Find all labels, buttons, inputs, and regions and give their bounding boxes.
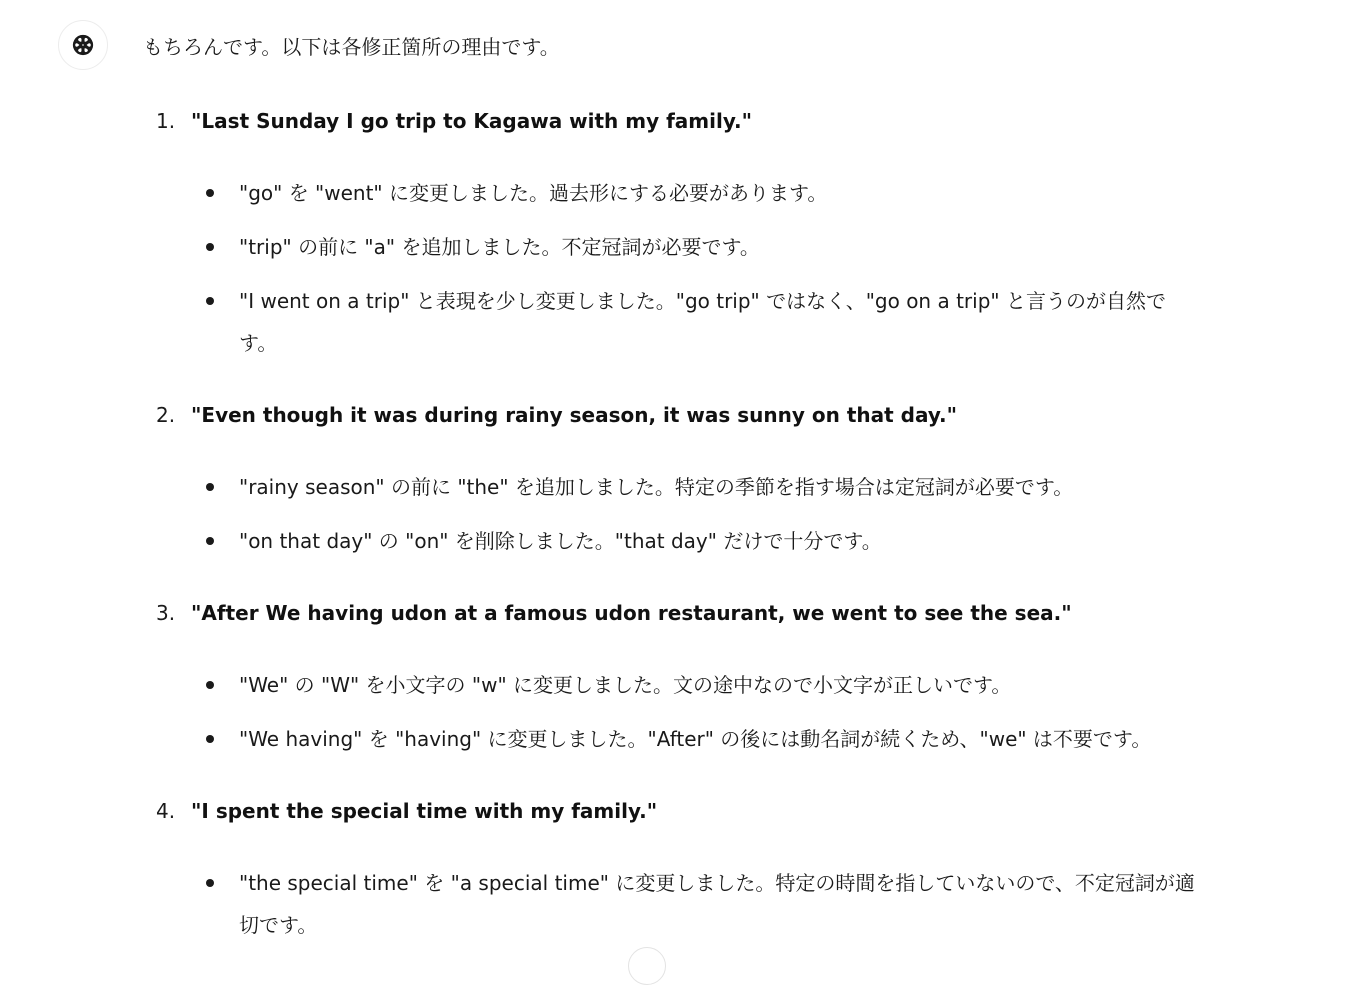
original-sentence: "Last Sunday I go trip to Kagawa with my family."	[191, 109, 753, 133]
bullet-dot	[206, 879, 214, 887]
numbered-sentence-3	[156, 597, 1072, 629]
numbered-sentence-4	[156, 795, 657, 827]
bullet-dot	[206, 189, 214, 197]
openai-logo-icon	[68, 30, 98, 60]
list-item	[239, 172, 1199, 214]
correction-note: "on that day" の "on" を削除しました。"that day" だけで十分です。	[239, 529, 882, 553]
list-item	[239, 226, 1199, 268]
list-number: 4.	[156, 799, 176, 823]
original-sentence: "After We having udon at a famous udon restaurant, we went to see the sea."	[191, 601, 1072, 625]
bullet-dot	[206, 243, 214, 251]
correction-note: "We having" を "having" に変更しました。"After" の後には動名詞が続くため、"we" は不要です。	[239, 727, 1152, 751]
list-item	[239, 862, 1199, 946]
bullet-dot	[206, 483, 214, 491]
list-item	[239, 520, 1199, 562]
bullet-dot	[206, 735, 214, 743]
numbered-sentence-2	[156, 399, 957, 431]
list-number: 2.	[156, 403, 176, 427]
numbered-sentence-1	[156, 105, 752, 137]
correction-note: "trip" の前に "a" を追加しました。不定冠詞が必要です。	[239, 235, 760, 259]
bullet-dot	[206, 681, 214, 689]
correction-note: "go" を "went" に変更しました。過去形にする必要があります。	[239, 181, 828, 205]
scroll-down-button[interactable]	[628, 947, 666, 985]
original-sentence: "Even though it was during rainy season, it was sunny on that day."	[191, 403, 958, 427]
list-number: 1.	[156, 109, 176, 133]
list-item	[239, 280, 1199, 364]
correction-note: "I went on a trip" と表現を少し変更しました。"go trip" ではなく、"go on a trip" と言うのが自然です。	[239, 289, 1166, 355]
correction-note: "the special time" を "a special time" に変更しました。特定の時間を指していないので、不定冠詞が適切です。	[239, 871, 1195, 937]
original-sentence: "I spent the special time with my family."	[191, 799, 658, 823]
correction-note: "We" の "W" を小文字の "w" に変更しました。文の途中なので小文字が正しいです。	[239, 673, 1012, 697]
bullet-dot	[206, 537, 214, 545]
bullet-dot	[206, 297, 214, 305]
list-item	[239, 718, 1199, 760]
correction-note: "rainy season" の前に "the" を追加しました。特定の季節を指す場合は定冠詞が必要です。	[239, 475, 1074, 499]
assistant-avatar	[58, 20, 108, 70]
message-intro: もちろんです。以下は各修正箇所の理由です。	[143, 35, 560, 59]
list-number: 3.	[156, 601, 176, 625]
list-item	[239, 466, 1199, 508]
list-item	[239, 664, 1199, 706]
